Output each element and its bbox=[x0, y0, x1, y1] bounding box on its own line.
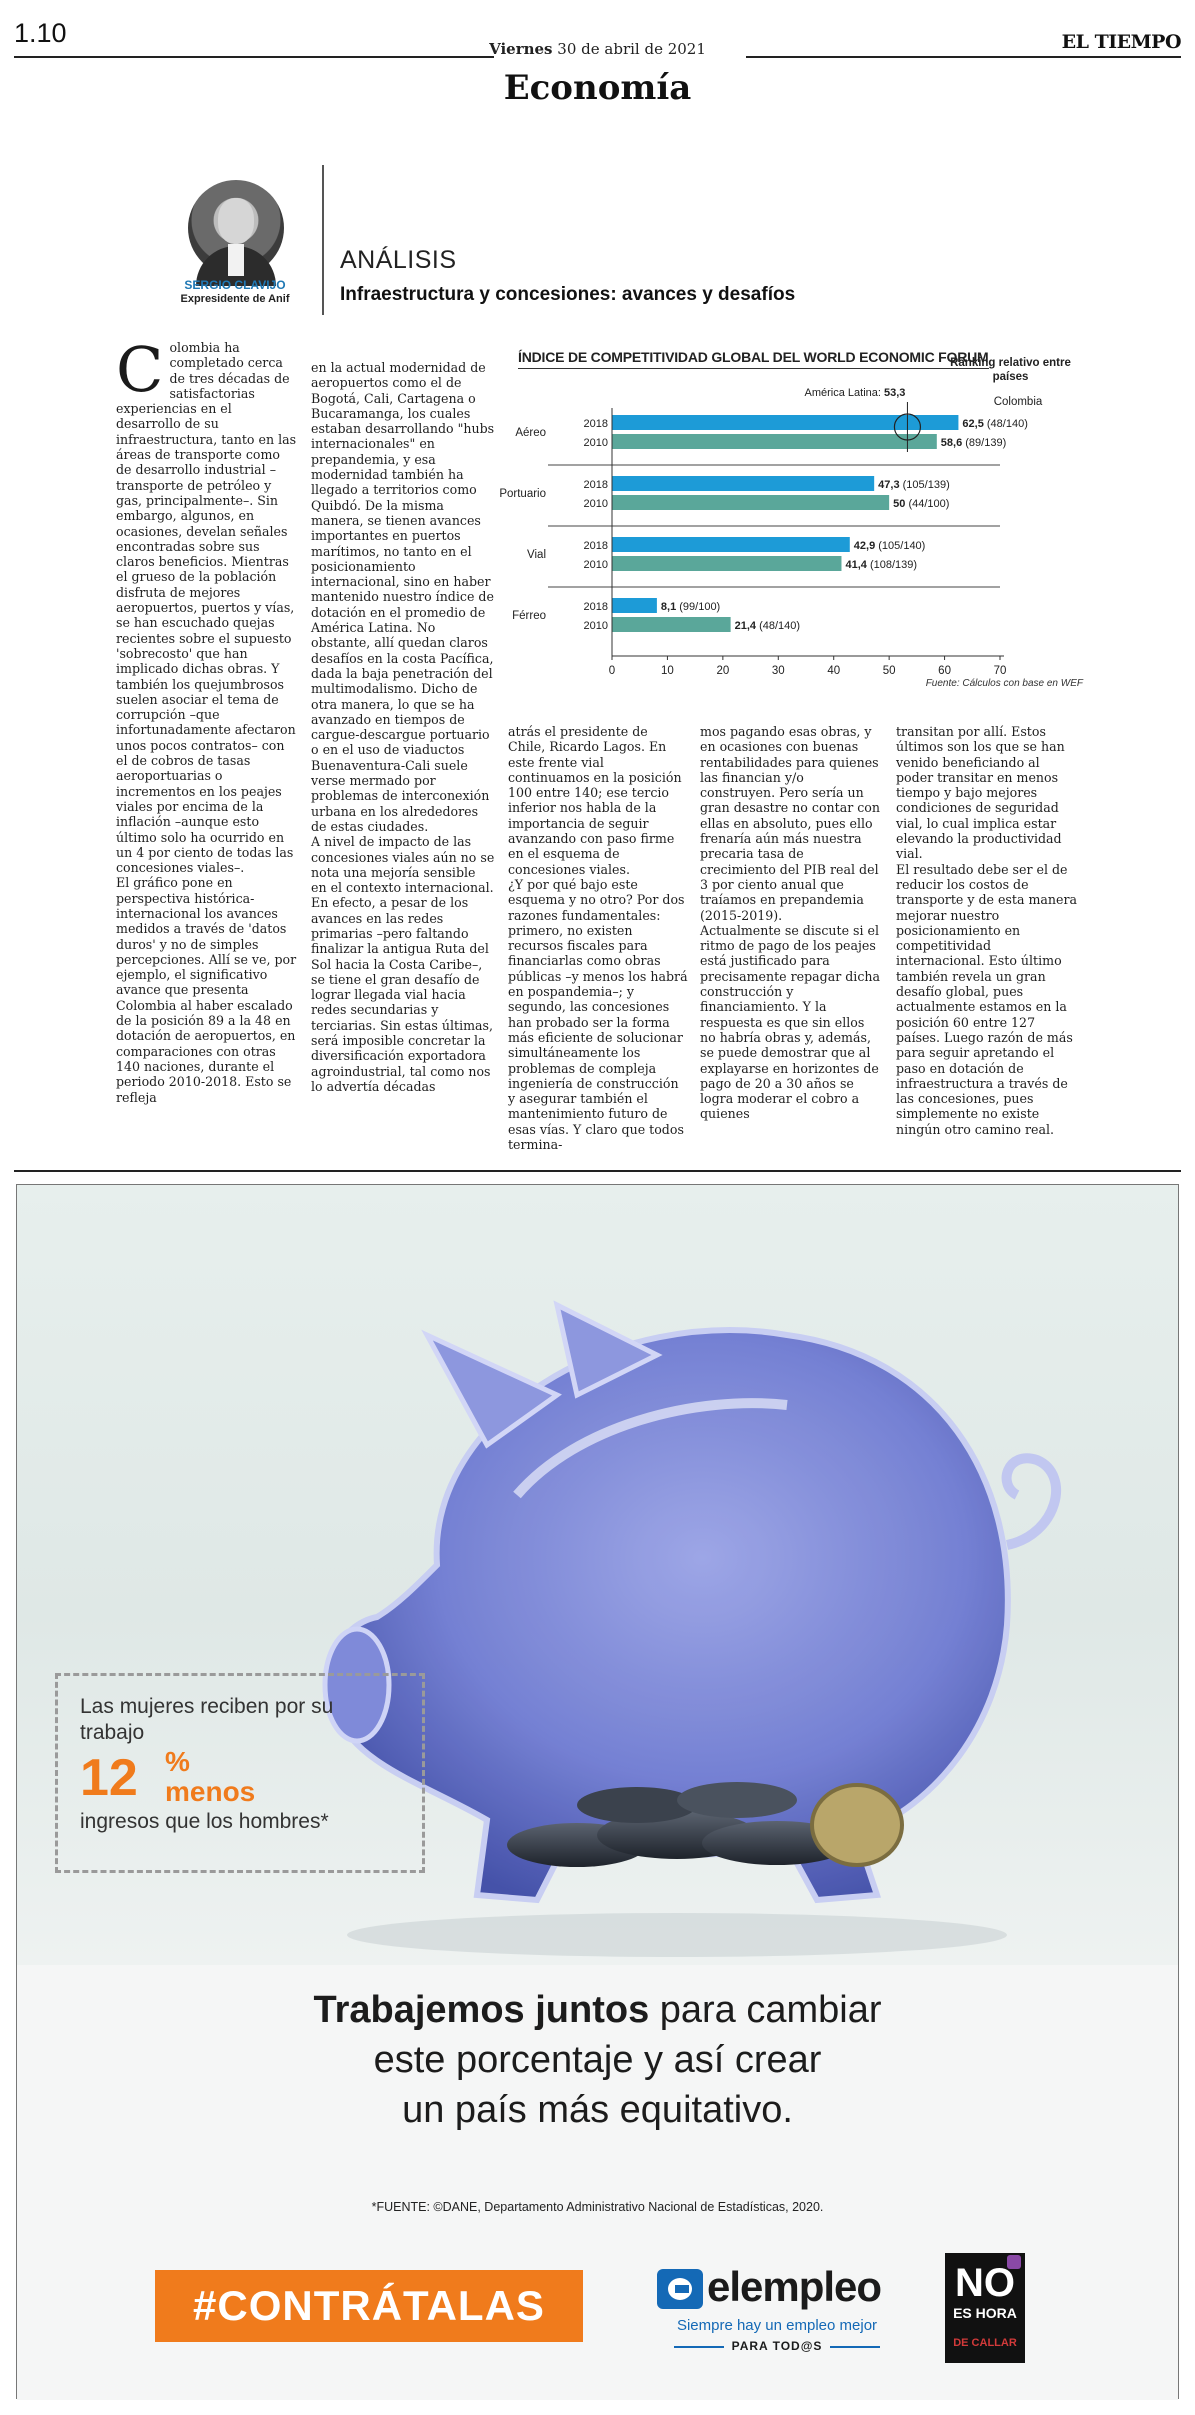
section-title: Economía bbox=[503, 68, 692, 108]
x-tick-label: 70 bbox=[993, 665, 1007, 677]
elempleo-logo bbox=[657, 2263, 897, 2357]
slogan-line-2: este porcentaje y así crear bbox=[373, 2039, 822, 2081]
year-label: 2010 bbox=[583, 498, 608, 510]
value-number: 62,5 bbox=[962, 418, 987, 430]
bar-férreo-2010 bbox=[612, 617, 731, 632]
ranking-header: Ranking relativo entre países bbox=[950, 357, 1071, 383]
country-label: Colombia bbox=[993, 396, 1043, 408]
elempleo-tagline: Siempre hay un empleo mejor bbox=[676, 2317, 878, 2334]
bar-aéreo-2010 bbox=[612, 434, 937, 449]
bar-férreo-2018 bbox=[612, 598, 657, 613]
x-tick-label: 20 bbox=[716, 665, 730, 677]
edition-date bbox=[480, 40, 715, 58]
paragraph: en la actual modernidad de aeropuertos como el de Bogotá, Cali, Cartagena o Bucaramanga, los cuales estaban desarrollando "hubs internacionales" en prepandemia, y esa modernidad también ha llegado a territorios como Quibdó. De la misma manera, se tienen avances importantes en puertos marítimos, no tanto en el posicionamiento internacional, sino en haber mantenido nuestro índice de dotación en el promedio de América Latina. No obstante, allí quedan claros desafíos en la costa Pacífica, dada la baja penetración del multimodalismo. Dicho de otra manera, lo que se ha avanzado en tiempos de cargue-descargue portuario o en el uso de viaductos Buenaventura-Cali suele verse mermado por problemas de interconexión urbana en los alrededores de estas ciudades. bbox=[311, 360, 495, 834]
drop-cap: C bbox=[116, 333, 164, 406]
author-avatar bbox=[188, 180, 284, 276]
avatar-shirt bbox=[228, 244, 244, 276]
header-rule-left bbox=[14, 56, 494, 58]
article-kicker: ANÁLISIS bbox=[340, 246, 457, 274]
author-role: Expresidente de Anif bbox=[180, 293, 290, 305]
value-number: 8,1 bbox=[660, 601, 680, 613]
page-divider bbox=[14, 1170, 1181, 1172]
hashtag-banner: #CONTRÁTALAS bbox=[155, 2270, 583, 2342]
rank-text: (108/139) bbox=[869, 559, 918, 571]
x-tick-label: 0 bbox=[608, 665, 616, 677]
article-headline: Infraestructura y concesiones: avances y desafíos bbox=[340, 284, 796, 305]
elempleo-name: elempleo bbox=[707, 2263, 882, 2310]
year-label: 2018 bbox=[583, 601, 608, 613]
reference-name: América Latina: bbox=[804, 387, 885, 399]
reference-value: 53,3 bbox=[884, 387, 906, 399]
value-label bbox=[878, 479, 950, 491]
subline-text: PARA TOD@S bbox=[731, 2339, 823, 2353]
header-rule-right bbox=[746, 56, 1181, 58]
stat-menos: menos bbox=[165, 1776, 256, 1807]
bar-portuario-2018 bbox=[612, 476, 874, 491]
rank-text: (89/139) bbox=[965, 437, 1007, 449]
advertisement bbox=[16, 1184, 1179, 2399]
statistic-callout bbox=[55, 1673, 425, 1873]
logo-no: NO bbox=[955, 2261, 1015, 2305]
category-label: Férreo bbox=[512, 610, 546, 622]
article-column-5 bbox=[896, 724, 1079, 1137]
slogan-line-1 bbox=[17, 1985, 1178, 2035]
stat-percent-sign: % bbox=[165, 1746, 190, 1777]
author-name: SERGIO CLAVIJO bbox=[184, 278, 286, 292]
slogan-line-3: un país más equitativo. bbox=[402, 2089, 793, 2131]
ad-source-note: *FUENTE: ©DANE, Departamento Administrativo Nacional de Estadísticas, 2020. bbox=[371, 2200, 824, 2214]
elempleo-icon bbox=[657, 2269, 703, 2309]
newspaper-logo: EL TIEMPO bbox=[1061, 31, 1181, 53]
no-es-hora-de-callar-logo bbox=[945, 2253, 1025, 2363]
date-weekday: Viernes bbox=[489, 40, 553, 58]
value-label bbox=[735, 620, 800, 632]
paragraph bbox=[116, 333, 298, 876]
stat-percentage: 12 bbox=[80, 1749, 138, 1807]
bar-portuario-2010 bbox=[612, 495, 889, 510]
glass-piggy-bank-image bbox=[317, 1245, 1077, 1965]
elempleo-subline bbox=[657, 2339, 897, 2353]
paragraph: atrás el presidente de Chile, Ricardo Lagos. En este frente vial continuamos en la posición 100 entre 140; ese tercio inferior nos habla de la importancia de seguir avanzando con paso firme en el esquema de concesiones viales. bbox=[508, 724, 682, 877]
value-label bbox=[854, 540, 926, 552]
x-tick-label: 50 bbox=[882, 665, 896, 677]
date-text: 30 de abril de 2021 bbox=[557, 40, 706, 58]
paragraph: Actualmente se discute si el ritmo de pago de los peajes está justificado para precisamente repagar dicha construcción y financiamiento. Y la respuesta es que sin ellos no habría obras y, además, se puede demostrar que al explayarse en horizontes de pago de 20 a 30 años se logra moderar el cobro a quienes bbox=[700, 922, 881, 1122]
logo-es-hora: ES HORA bbox=[953, 2305, 1017, 2321]
paragraph: ¿Y por qué bajo este esquema y no otro? Por dos razones fundamentales: primero, no existen recursos fiscales para financiarlas como obras públicas –y menos los habrá en pospandemia–; y segundo, las concesiones han probado ser la forma más eficiente de solucionar simultáneamente los problemas de compleja ingeniería de construcción y asegurar también el mantenimiento futuro de esas vías. Y claro que todos termina- bbox=[508, 876, 688, 1153]
stat-outro: ingresos que los hombres* bbox=[80, 1810, 329, 1833]
value-number: 47,3 bbox=[878, 479, 903, 491]
value-number: 21,4 bbox=[734, 620, 760, 632]
value-label bbox=[941, 437, 1006, 449]
article-column-3 bbox=[508, 724, 688, 1152]
x-tick-label: 40 bbox=[827, 665, 841, 677]
year-label: 2010 bbox=[583, 559, 608, 571]
value-label bbox=[845, 559, 917, 571]
paragraph: El resultado debe ser el de reducir los costos de transporte y de esta manera mejorar nuestro posicionamiento en competitividad internacional. Esto último también revela un gran desafío global, pues actualmente estamos en la posición 60 entre 127 países. Luego razón de más para seguir apretando el paso en dotación de infraestructura a través de las concesiones, pues simplemente no existe ningún otro camino real. bbox=[896, 861, 1078, 1137]
value-number: 50 bbox=[893, 498, 909, 510]
value-number: 42,9 bbox=[853, 540, 879, 552]
year-label: 2018 bbox=[583, 418, 608, 430]
rank-text: (99/100) bbox=[679, 601, 721, 613]
year-label: 2010 bbox=[583, 437, 608, 449]
chart-source: Fuente: Cálculos con base en WEF bbox=[925, 678, 1083, 689]
category-label: Portuario bbox=[499, 488, 546, 500]
paragraph-text: olombia ha completado cerca de tres décadas de satisfactorias experiencias en el desarrollo de su infraestructura, tanto en las áreas de transporte como de desarrollo industrial –transporte de petróleo y gas, principalmente–. Sin embargo, algunos, en ocasiones, develan señales encontradas sobre sus claros beneficios. Mientras el grueso de la población disfruta de mejores aeropuertos, puertos y vías, se han escuchado quejas recientes sobre el supuesto 'sobrecosto' que han implicado dichas obras. Y también los quejumbrosos suelen asociar el tema de corrupción –que infortunadamente afectaron unos pocos contratos– con el de cobros de tasas aeroportuarias o incrementos en los peajes viales por encima de la inflación –aunque esto último solo ha ocurrido en un 4 por ciento de todas las concesiones viales–. bbox=[116, 340, 297, 876]
value-number: 58,6 bbox=[940, 437, 966, 449]
x-tick-label: 60 bbox=[938, 665, 951, 677]
page-number: 1.10 bbox=[14, 18, 67, 48]
year-label: 2010 bbox=[583, 620, 608, 632]
author-divider bbox=[322, 165, 324, 315]
rank-text: (48/140) bbox=[986, 418, 1028, 430]
category-label: Aéreo bbox=[515, 427, 546, 439]
logo-de-callar: DE CALLAR bbox=[953, 2337, 1017, 2349]
paragraph: El gráfico pone en perspectiva histórica-internacional los avances medidos a través de 'datos duros' y no de simples percepciones. Allí se ve, por ejemplo, el significativo avance que presenta Colombia al haber escalado de la posición 89 a la 48 en dotación de aeropuertos, en comparaciones con otras 140 naciones, durante el periodo 2010-2018. Esto se refleja bbox=[116, 875, 297, 1105]
bar-vial-2010 bbox=[612, 556, 841, 571]
rank-text: (105/140) bbox=[878, 540, 926, 552]
year-label: 2018 bbox=[583, 540, 608, 552]
value-number: 41,4 bbox=[845, 559, 870, 571]
avatar-face bbox=[218, 198, 254, 244]
paragraph: A nivel de impacto de las concesiones viales aún no se nota una mejoría sensible en el contexto internacional. En efecto, a pesar de los avances en las redes primarias –pero faltando finalizar la antigua Ruta del Sol hacia la Costa Caribe–, se tiene el gran desafío de lograr llegada vial hacia redes secundarias y terciarias. Sin estas últimas, será imposible concretar la diversificación exportadora agroindustrial, tal como nos lo advertía décadas bbox=[311, 834, 495, 1094]
reference-label bbox=[805, 387, 906, 399]
ad-slogan bbox=[17, 1985, 1178, 2135]
value-label bbox=[893, 498, 949, 510]
value-label bbox=[661, 601, 720, 613]
value-label bbox=[962, 418, 1027, 430]
rank-text: (48/140) bbox=[759, 620, 801, 632]
year-label: 2018 bbox=[583, 479, 608, 491]
slogan-bold: Trabajemos juntos bbox=[313, 1989, 650, 2031]
article-column-2 bbox=[311, 360, 495, 1094]
chart-plot bbox=[499, 340, 1083, 680]
rank-text: (105/139) bbox=[902, 479, 950, 491]
chart-title: ÍNDICE DE COMPETITIVIDAD GLOBAL DEL WORLD ECONOMIC FORUM bbox=[518, 349, 989, 369]
competitiveness-chart bbox=[499, 340, 1083, 700]
paragraph: mos pagando esas obras, y en ocasiones con buenas rentabilidades para quienes las financian y/o construyen. Pero sería un gran desastre no contar con ellas en absoluto, pues ello frenaría aún más nuestra precaria tasa de crecimiento del PIB real del 3 por ciento anual que traíamos en prepandemia (2015-2019). bbox=[700, 724, 880, 923]
rank-text: (44/100) bbox=[908, 498, 950, 510]
x-tick-label: 10 bbox=[661, 665, 674, 677]
slogan-rest: para cambiar bbox=[649, 1989, 882, 2031]
article-column-1 bbox=[116, 333, 298, 1105]
x-tick-label: 30 bbox=[771, 665, 785, 677]
bar-aéreo-2018 bbox=[612, 415, 958, 430]
bar-vial-2018 bbox=[612, 537, 850, 552]
stat-intro: Las mujeres reciben por su trabajo bbox=[80, 1695, 334, 1744]
paragraph: transitan por allí. Estos últimos son los que se han venido beneficiando al poder transitar en menos tiempo y bajo mejores condiciones de seguridad vial, lo cual implica estar elevando la productividad vial. bbox=[896, 724, 1065, 862]
category-label: Vial bbox=[527, 549, 546, 561]
article-column-4 bbox=[700, 724, 880, 1122]
